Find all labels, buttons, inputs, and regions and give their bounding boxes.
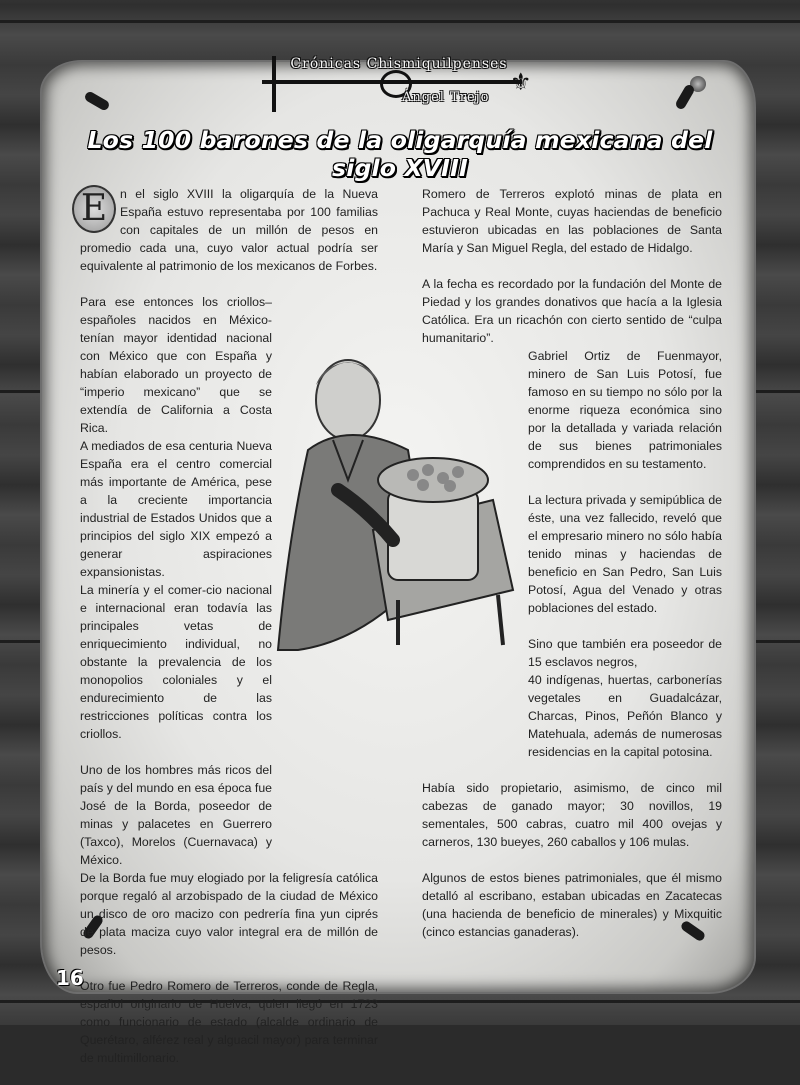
paragraph: Había sido propietario, asimismo, de cinco mil cabezas de ganado mayor; 30 novillos, 19 sementales, 500 cabras, cuatro mil 400 ovejas y carneros, 130 bueyes, 260 caballos y 106 mulas. bbox=[422, 781, 722, 849]
paragraph: Romero de Terreros explotó minas de plata en Pachuca y Real Monte, cuyas haciendas de beneficio estuvieron ubicadas en las poblaciones de Santa María y San Miguel Regla, del estado de Hidalgo. bbox=[422, 187, 722, 255]
paragraph: Algunos de estos bienes patrimoniales, que él mismo detalló al escribano, estaban ubicadas en Zacatecas (una hacienda de beneficio de minerales) y Mixquitic (cinco estancias ganaderas). bbox=[422, 871, 722, 939]
paragraph: Sino que también era poseedor de 15 esclavos negros, bbox=[528, 637, 722, 669]
article-title: Los 100 barones de la oligarquía mexicana del siglo XVIII bbox=[87, 126, 713, 182]
paragraph: Otro fue Pedro Romero de Terreros, conde de Regla, español originario de Huelva, quien llegó en 1723 como funcionario de estado (alcalde ordinario de Querétaro, alférez real y alguacil mayor) para terminar de multimillonario. bbox=[80, 979, 378, 1065]
paragraph: Para ese entonces los criollos–españoles nacidos en México- tenían mayor identidad nacional con México que con España y habían elaborado un proyecto de “imperio mexicano” que se extendía de California a Costa Rica. bbox=[80, 295, 272, 435]
series-title: Crónicas Chismiquilpenses bbox=[290, 56, 508, 72]
dropcap: E bbox=[72, 185, 116, 233]
paragraph-text: n el siglo XVIII la oligarquía de la Nueva España estuvo representaba por 100 familias con capitales de un millón de pesos en promedio cada una, cuyo valor actual podría ser equivalente al patrimonio de los mexicanos de Forbes. bbox=[80, 187, 378, 273]
column-header bbox=[262, 50, 532, 112]
right-column bbox=[422, 185, 722, 959]
author-name: Ángel Trejo bbox=[402, 90, 490, 105]
paragraph: La minería y el comer-cio nacional e internacional eran todavía las principales vetas de enriquecimiento individual, no obstante la prevalencia de los monopolios coloniales y el endurecimiento de las restricciones políticas contra los criollos. bbox=[80, 583, 272, 741]
paragraph: Gabriel Ortiz de Fuenmayor, minero de San Luis Potosí, fue famoso en su tiempo no sólo por la enorme riqueza económica sino por la detallada y variada relación de sus bienes patrimoniales comprendidos en su testamento. bbox=[528, 349, 722, 471]
wood-plank-seam bbox=[0, 20, 800, 23]
right-narrow-block bbox=[528, 347, 722, 761]
header-rod bbox=[272, 56, 276, 112]
paragraph: La lectura privada y semipública de éste, una vez fallecido, reveló que el empresario minero no sólo había tenido minas y haciendas de beneficio en San Pedro, San Luis Potosí, Agua del Venado y otras poblaciones del estado. bbox=[528, 493, 722, 615]
page-number: 16 bbox=[56, 966, 84, 990]
fleur-de-lis-icon: ⚜ bbox=[510, 69, 532, 96]
paragraph: Uno de los hombres más ricos del país y del mundo en esa época fue José de la Borda, poseedor de minas y palacetes en Guerrero (Taxco), Morelos (Cuernavaca) y México. bbox=[80, 763, 272, 867]
paragraph: 40 indígenas, huertas, carbonerías vegetales en Guadalcázar, Charcas, Pinos, Peñón Blanco y Matehuala, además de numerosas residencias en la capital potosina. bbox=[528, 673, 722, 759]
paragraph bbox=[80, 185, 378, 275]
paragraph: A la fecha es recordado por la fundación del Monte de Piedad y los grandes donativos que hacía a la Iglesia Católica. Era un ricachón con cierto sentido de “culpa humanitario”. bbox=[422, 277, 722, 345]
paragraph: De la Borda fue muy elogiado por la feligresía católica porque regaló al arzobispado de la ciudad de México un disco de oro macizo con pedrería fina yun ciprés de plata maciza cuyo valor integral era de millón de pesos. bbox=[80, 871, 378, 957]
paragraph: A mediados de esa centuria Nueva España era el centro comercial más importante de América, pese a la creciente importancia industrial de Estados Unidos que a principios del siglo XIX empezó a generar aspiraciones expansionistas. bbox=[80, 439, 272, 579]
